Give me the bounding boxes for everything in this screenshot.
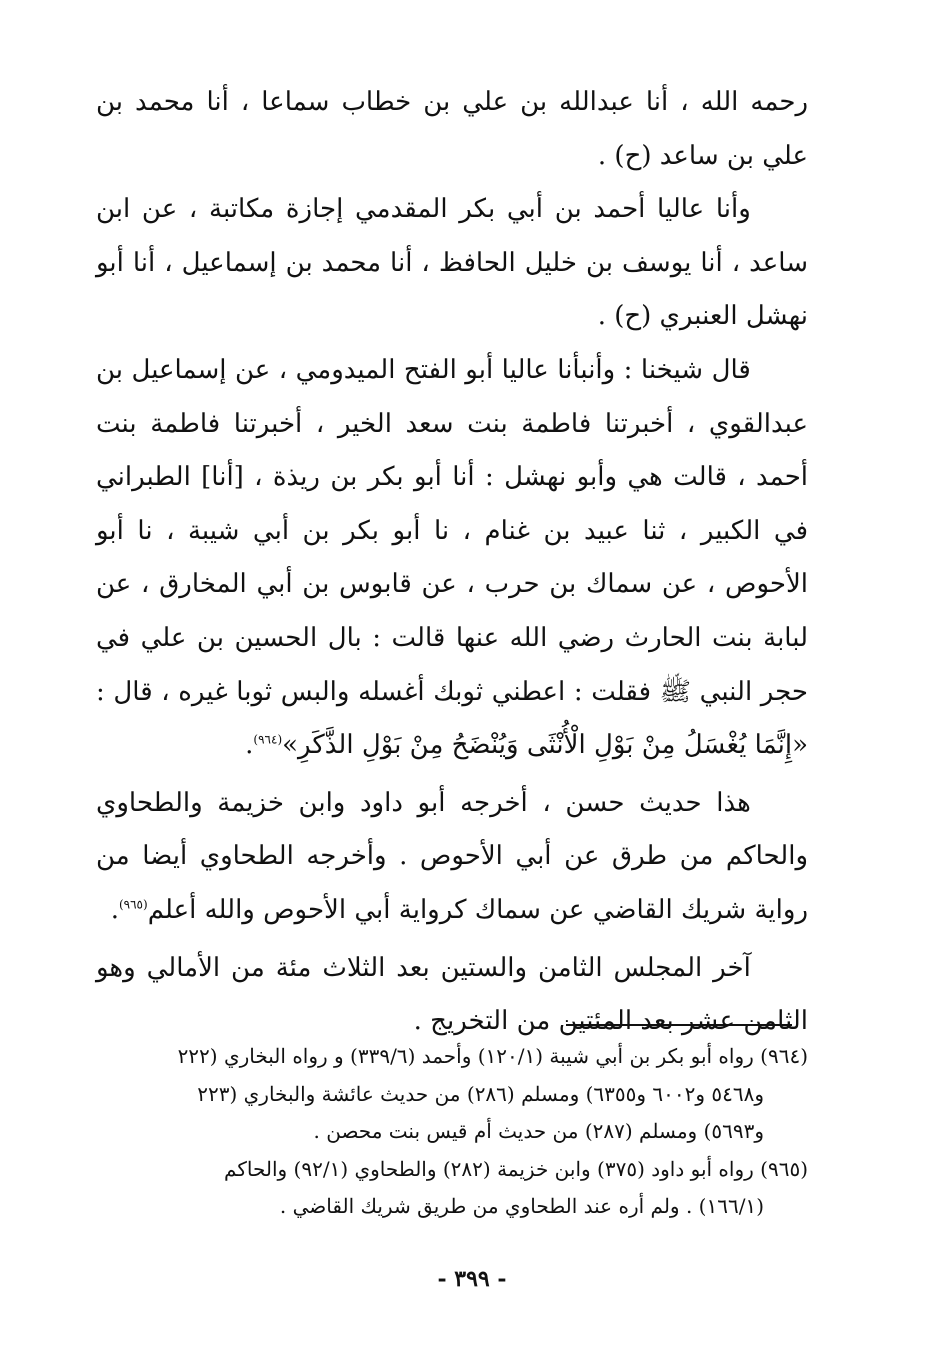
paragraph-3-end: .	[245, 730, 254, 761]
page-number: - ٣٩٩ -	[437, 1266, 507, 1292]
paragraph-4	[96, 777, 808, 938]
paragraph-3-text: قال شيخنا : وأنبأنا عاليا أبو الفتح الميدومي ، عن إسماعيل بن عبدالقوي ، أخبرتنا فاطمة بنت سعد الخير ، أخبرتنا فاطمة بنت أحمد ، قالت هي وأبو نهشل : أنا أبو بكر بن ريذة ، [أنا] الطبراني في الكبير ، ثنا عبيد بن غنام ، نا أبو بكر بن أبي شيبة ، نا أبو الأحوص ، عن سماك بن حرب ، عن قابوس بن أبي المخارق ، عن لبابة بنت الحارث رضي الله عنها قالت : بال الحسين بن علي في حجر النبي ﷺ فقلت : اعطني ثوبك أغسله والبس ثوبا غيره ، قال : «إِنَّمَا يُغْسَلُ مِنْ بَوْلِ الْأُنْثَى وَيُنْضَحُ مِنْ بَوْلِ الذَّكَرِ»	[96, 354, 808, 761]
paragraph-4-text: هذا حديث حسن ، أخرجه أبو داود وابن خزيمة والطحاوي والحاكم من طرق عن أبي الأحوص . وأخرجه الطحاوي أيضا من رواية شريك القاضي عن سماك كرواية أبي الأحوص والله أعلم	[96, 787, 808, 925]
footnote-ref-964: (٩٦٤)	[253, 732, 283, 747]
footnote-964-line-1: (٩٦٤) رواه أبو بكر بن أبي شيبة (١٢٠/١) وأحمد (٣٣٩/٦) و رواه البخاري (٢٢٢	[177, 1044, 808, 1068]
footnote-964-line-3: و٥٦٩٣) ومسلم (٢٨٧) من حديث أم قيس بنت محصن .	[313, 1119, 764, 1143]
paragraph-1: رحمه الله ، أنا عبدالله بن علي بن خطاب سماعا ، أنا محمد بن علي بن ساعد (ح) .	[96, 87, 808, 171]
paragraph-2: وأنا عاليا أحمد بن أبي بكر المقدمي إجازة مكاتبة ، عن ابن ساعد ، أنا يوسف بن خليل الحافظ ، أنا محمد بن إسماعيل ، أنا أبو نهشل العنبري (ح) .	[96, 194, 808, 332]
paragraph-4-end: .	[110, 894, 119, 925]
footnote-separator	[566, 1024, 792, 1026]
main-text	[96, 76, 808, 1049]
footnote-965-line-2: (١٦٦/١) . ولم أره عند الطحاوي من طريق شريك القاضي .	[279, 1194, 764, 1218]
paragraph-5: آخر المجلس الثامن والستين بعد الثلاث مئة من الأمالي وهو الثامن عشر بعد المئتين من التخريج .	[96, 952, 808, 1037]
footnote-ref-965: (٩٦٥)	[118, 897, 148, 912]
footnote-964-line-2: و٥٤٦٨ و٦٠٠٢ و٦٣٥٥) ومسلم (٢٨٦) من حديث عائشة والبخاري (٢٢٣	[197, 1081, 764, 1106]
footnote-965-line-1: (٩٦٥) رواه أبو داود (٣٧٥) وابن خزيمة (٢٨٢) والطحاوي (٩٢/١) والحاكم	[224, 1156, 808, 1181]
paragraph-3	[96, 344, 808, 773]
footnotes	[96, 1038, 808, 1226]
